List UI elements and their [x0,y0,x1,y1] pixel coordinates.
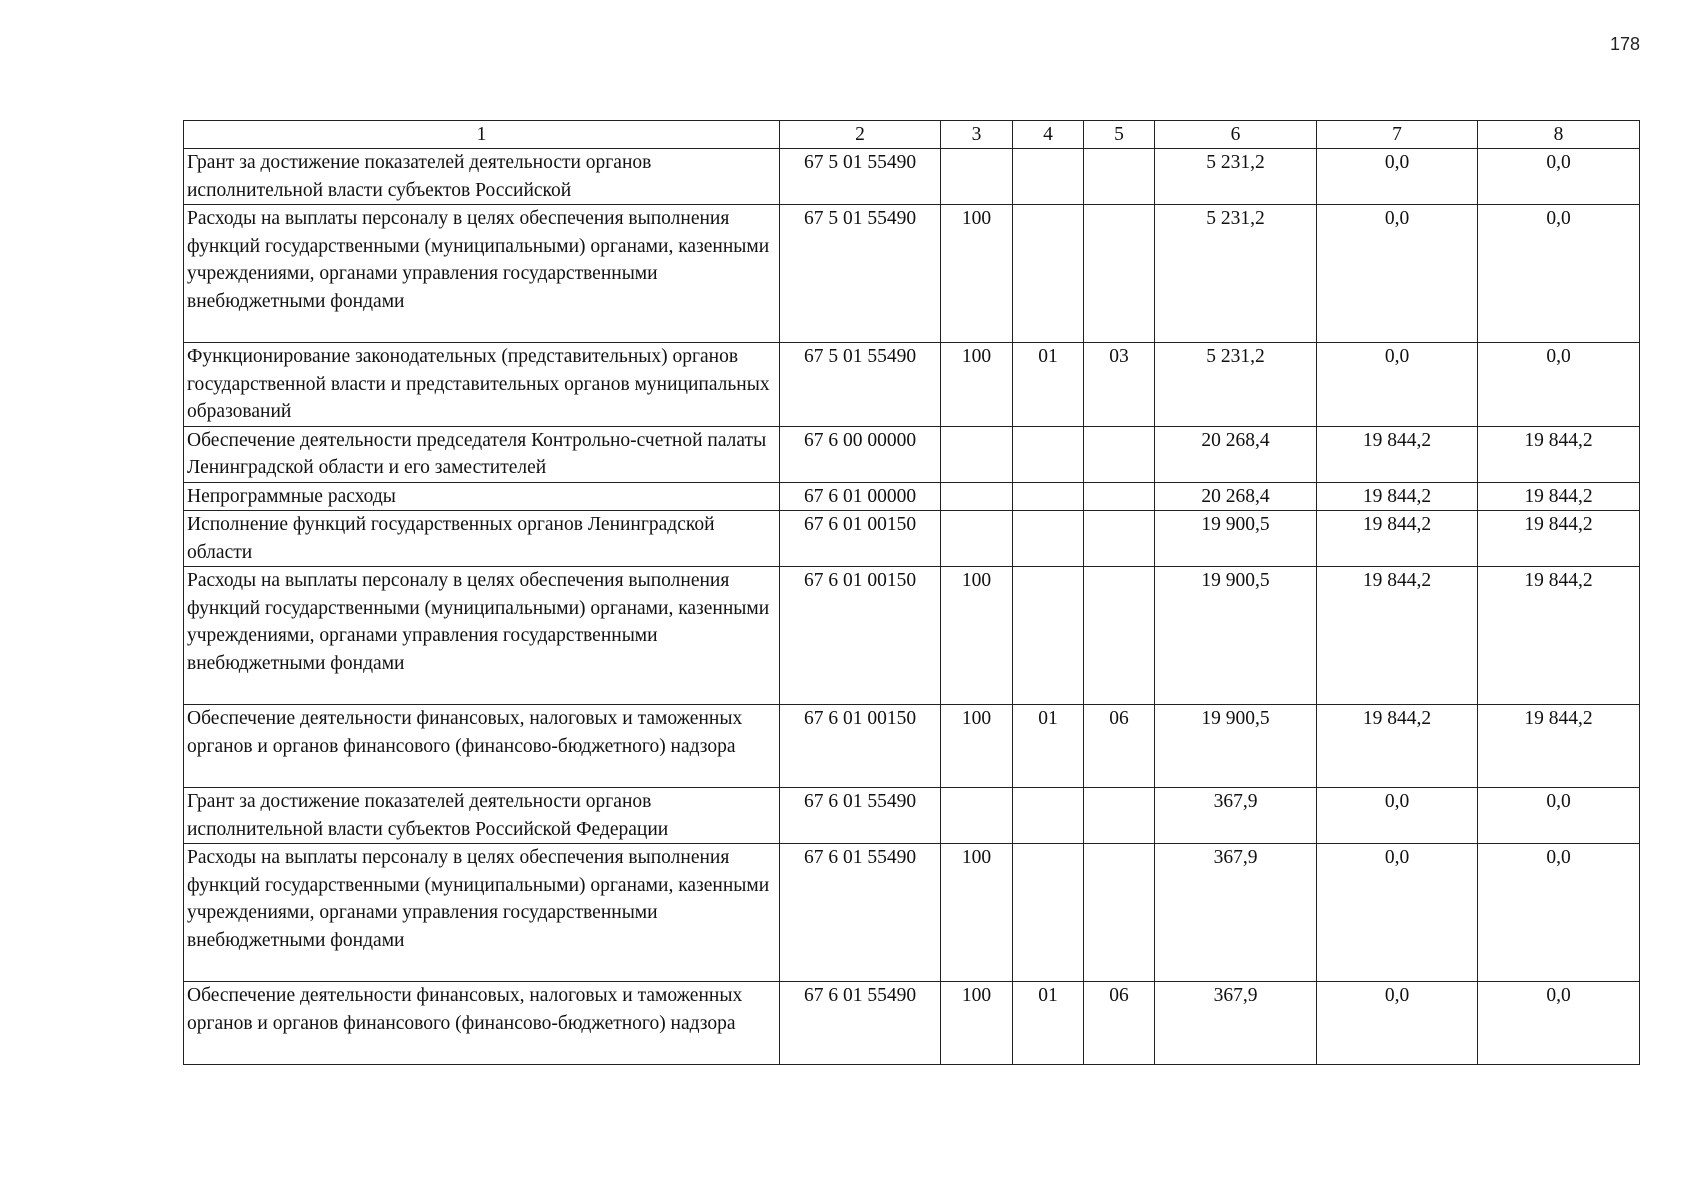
row-value-7: 19 844,2 [1317,482,1478,511]
row-code: 67 5 01 55490 [780,343,941,427]
row-value-8: 0,0 [1478,205,1640,343]
page-number: 178 [1610,34,1641,54]
row-value-7: 0,0 [1317,205,1478,343]
row-value-7: 0,0 [1317,343,1478,427]
row-expense-type [941,149,1013,205]
row-expense-type: 100 [941,705,1013,788]
row-value-8: 0,0 [1478,343,1640,427]
row-value-6: 367,9 [1155,788,1317,844]
header-cell-4: 4 [1013,121,1084,149]
row-section [1013,567,1084,705]
row-value-7: 19 844,2 [1317,567,1478,705]
row-value-8: 19 844,2 [1478,426,1640,482]
row-name: Обеспечение деятельности финансовых, налоговых и таможенных органов и органов финансового (финансово-бюджетного) надзора [184,982,780,1065]
row-value-8: 0,0 [1478,982,1640,1065]
row-code: 67 6 01 55490 [780,844,941,982]
row-value-6: 5 231,2 [1155,205,1317,343]
row-value-7: 0,0 [1317,844,1478,982]
header-cell-7: 7 [1317,121,1478,149]
row-value-6: 5 231,2 [1155,343,1317,427]
row-section [1013,511,1084,567]
row-expense-type [941,788,1013,844]
row-code: 67 6 00 00000 [780,426,941,482]
row-value-8: 0,0 [1478,844,1640,982]
table-row [184,982,1640,1065]
row-code: 67 6 01 55490 [780,982,941,1065]
row-value-7: 19 844,2 [1317,426,1478,482]
row-value-6: 20 268,4 [1155,482,1317,511]
row-subsection: 06 [1084,705,1155,788]
row-value-6: 367,9 [1155,982,1317,1065]
row-subsection [1084,567,1155,705]
row-section [1013,149,1084,205]
row-expense-type: 100 [941,343,1013,427]
table-row [184,149,1640,205]
row-value-8: 19 844,2 [1478,567,1640,705]
row-name: Непрограммные расходы [184,482,780,511]
row-code: 67 6 01 00150 [780,567,941,705]
row-name: Грант за достижение показателей деятельности органов исполнительной власти субъектов Российской Федерации [184,788,780,844]
header-row [184,121,1640,149]
row-code: 67 6 01 00150 [780,511,941,567]
header-cell-2: 2 [780,121,941,149]
row-expense-type: 100 [941,567,1013,705]
row-expense-type [941,511,1013,567]
row-subsection [1084,482,1155,511]
row-section [1013,482,1084,511]
row-value-6: 19 900,5 [1155,511,1317,567]
row-name: Расходы на выплаты персоналу в целях обеспечения выполнения функций государственными (муниципальными) органами, казенными учреждениями, органами управления государственными внебюджетными фондами [184,844,780,982]
table-row [184,567,1640,705]
row-value-6: 20 268,4 [1155,426,1317,482]
row-value-6: 19 900,5 [1155,567,1317,705]
row-section [1013,205,1084,343]
row-value-7: 0,0 [1317,149,1478,205]
row-subsection [1084,844,1155,982]
row-code: 67 6 01 55490 [780,788,941,844]
row-value-8: 0,0 [1478,149,1640,205]
row-expense-type: 100 [941,844,1013,982]
row-name: Обеспечение деятельности финансовых, налоговых и таможенных органов и органов финансового (финансово-бюджетного) надзора [184,705,780,788]
row-subsection: 03 [1084,343,1155,427]
table-row [184,426,1640,482]
row-name: Исполнение функций государственных органов Ленинградской области [184,511,780,567]
header-cell-3: 3 [941,121,1013,149]
row-section [1013,426,1084,482]
row-expense-type: 100 [941,982,1013,1065]
row-value-8: 19 844,2 [1478,511,1640,567]
row-value-6: 367,9 [1155,844,1317,982]
row-subsection [1084,426,1155,482]
row-value-7: 19 844,2 [1317,705,1478,788]
row-name: Расходы на выплаты персоналу в целях обеспечения выполнения функций государственными (муниципальными) органами, казенными учреждениями, органами управления государственными внебюджетными фондами [184,205,780,343]
row-subsection [1084,205,1155,343]
header-cell-8: 8 [1478,121,1640,149]
table-row [184,343,1640,427]
row-code: 67 5 01 55490 [780,205,941,343]
table-row [184,788,1640,844]
table-row [184,705,1640,788]
header-cell-1: 1 [184,121,780,149]
row-name: Функционирование законодательных (представительных) органов государственной власти и представительных органов муниципальных образований [184,343,780,427]
row-name: Обеспечение деятельности председателя Контрольно-счетной палаты Ленинградской области и его заместителей [184,426,780,482]
row-subsection [1084,788,1155,844]
row-name: Грант за достижение показателей деятельности органов исполнительной власти субъектов Российской [184,149,780,205]
row-value-7: 19 844,2 [1317,511,1478,567]
row-code: 67 6 01 00000 [780,482,941,511]
row-expense-type [941,426,1013,482]
row-section [1013,788,1084,844]
row-value-7: 0,0 [1317,788,1478,844]
row-subsection [1084,149,1155,205]
row-value-6: 5 231,2 [1155,149,1317,205]
header-cell-5: 5 [1084,121,1155,149]
row-section: 01 [1013,705,1084,788]
table-row [184,844,1640,982]
row-section: 01 [1013,343,1084,427]
row-subsection [1084,511,1155,567]
row-value-7: 0,0 [1317,982,1478,1065]
row-section: 01 [1013,982,1084,1065]
table-row [184,482,1640,511]
table-row [184,205,1640,343]
row-code: 67 6 01 00150 [780,705,941,788]
row-expense-type: 100 [941,205,1013,343]
row-section [1013,844,1084,982]
table-row [184,511,1640,567]
header-cell-6: 6 [1155,121,1317,149]
row-subsection: 06 [1084,982,1155,1065]
row-value-8: 19 844,2 [1478,482,1640,511]
row-value-8: 0,0 [1478,788,1640,844]
row-name: Расходы на выплаты персоналу в целях обеспечения выполнения функций государственными (муниципальными) органами, казенными учреждениями, органами управления государственными внебюджетными фондами [184,567,780,705]
row-value-6: 19 900,5 [1155,705,1317,788]
row-code: 67 5 01 55490 [780,149,941,205]
row-expense-type [941,482,1013,511]
budget-table [183,120,1640,1065]
row-value-8: 19 844,2 [1478,705,1640,788]
